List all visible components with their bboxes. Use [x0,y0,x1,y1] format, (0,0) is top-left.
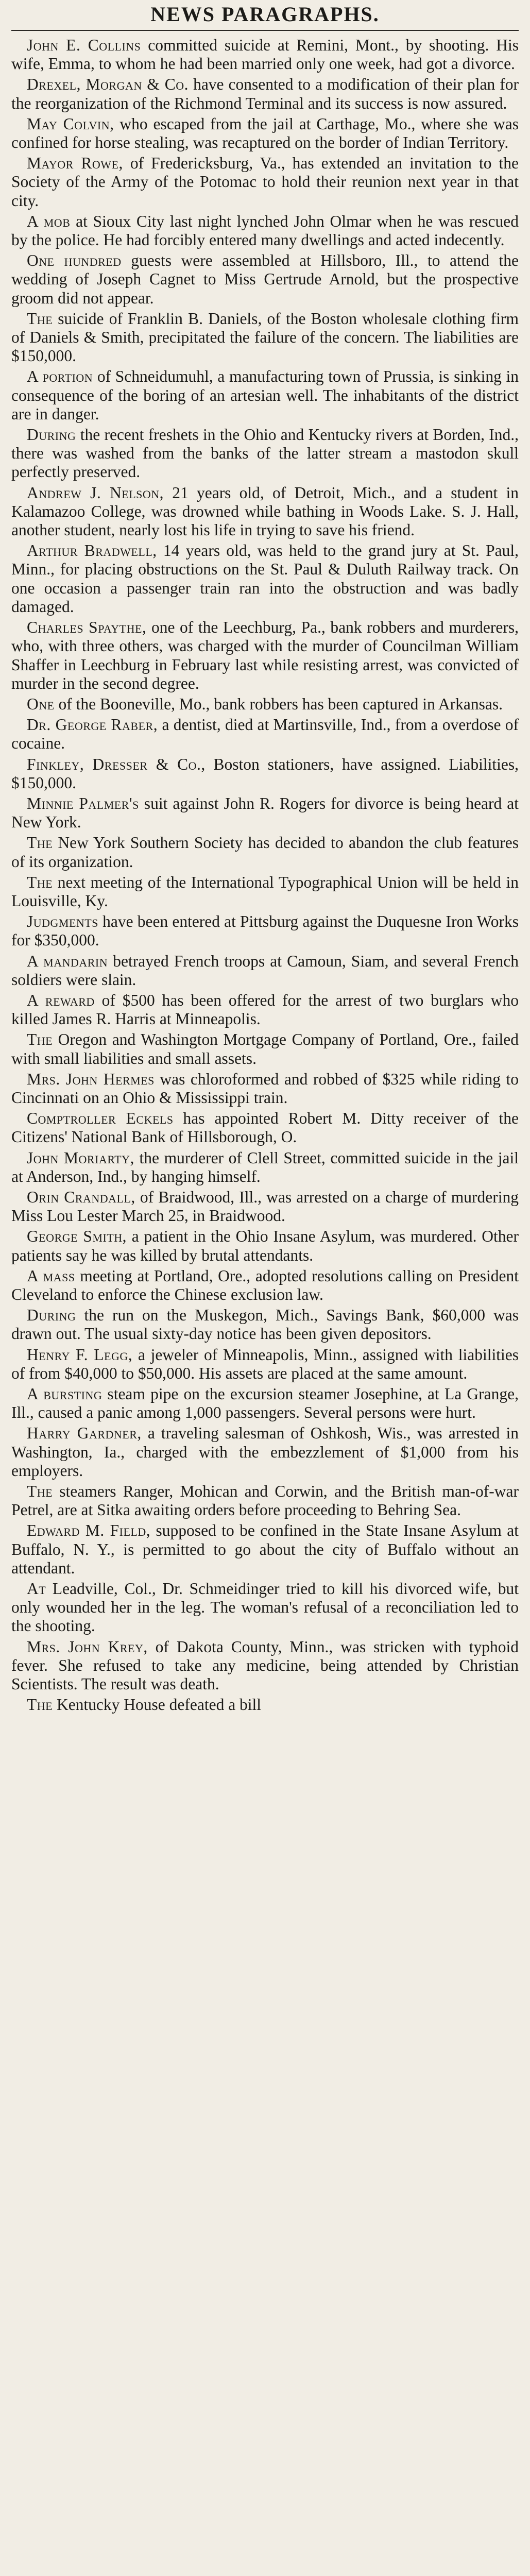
paragraph-lead: The [27,309,53,328]
news-paragraph [11,1346,519,1383]
news-paragraph [11,716,519,753]
news-paragraph [11,1149,519,1186]
news-paragraph [11,310,519,366]
paragraph-lead: Harry Gardner, [27,1424,142,1443]
news-paragraph [11,36,519,73]
column-heading: NEWS PARAGRAPHS. [150,3,380,26]
news-paragraph [11,115,519,152]
news-paragraph [11,75,519,112]
paragraph-text: of Schneidumuhl, a manufacturing town of Prussia, is sinking in consequence of the boring of an artesian well. The inhabitants of the district are in danger. [11,367,519,423]
paragraph-lead: Judgments [27,912,98,931]
news-paragraph [11,1306,519,1343]
paragraph-text: New York Southern Society has decided to abandon the club features of its organization. [11,834,519,871]
paragraph-text: the run on the Muskegon, Mich., Savings Bank, $60,000 was drawn out. The usual sixty-day notice has been given depositors. [11,1306,519,1343]
paragraph-text: supposed to be confined in the State Insane Asylum at Buffalo, N. Y., is permitted to go about the city of Buffalo without an attendant. [11,1521,519,1577]
news-paragraph [11,1638,519,1694]
paragraph-lead: The [27,873,53,891]
paragraph-lead: The [27,834,53,852]
paragraph-text: Boston stationers, have assigned. Liabilities, $150,000. [11,755,519,792]
paragraph-lead: The [27,1030,53,1049]
paragraph-text: the recent freshets in the Ohio and Kentucky rivers at Borden, Ind., there was washed from the banks of the latter stream a mastodon skull perfectly preserved. [11,426,519,481]
paragraph-lead: The [27,1482,53,1501]
paragraph-text: a patient in the Ohio Insane Asylum, was murdered. Other patients say he was killed by brutal attendants. [11,1227,519,1264]
news-paragraph [11,695,519,714]
news-paragraph [11,1580,519,1636]
news-paragraph [11,1109,519,1146]
paragraph-lead: George Smith, [27,1227,127,1246]
news-paragraph [11,1385,519,1422]
paragraph-text: Kentucky House defeated a bill [53,1696,262,1714]
heading-rule [11,30,519,31]
paragraph-text: has appointed Robert M. Ditty receiver of the Citizens' National Bank of Hillsborough, O. [11,1109,519,1146]
paragraph-lead: A reward [27,991,95,1009]
news-paragraph [11,212,519,249]
paragraph-lead: Comptroller Eckels [27,1109,174,1128]
paragraph-text: committed suicide at Remini, Mont., by shooting. His wife, Emma, to whom he had been married only one week, had got a divorce. [11,36,519,73]
paragraph-lead: The [27,1696,53,1714]
paragraph-lead: During [27,1306,76,1325]
paragraph-text: have been entered at Pittsburg against the Duquesne Iron Works for $350,000. [11,912,519,950]
news-paragraph [11,1070,519,1107]
paragraph-lead: A mass [27,1266,75,1285]
paragraph-text: suit against John R. Rogers for divorce is being heard at New York. [11,794,519,832]
paragraph-text: a jeweler of Minneapolis, Minn., assigned with liabilities of from $40,000 to $50,000. His assets are placed at the same amount. [11,1345,519,1382]
paragraph-lead: A bursting [27,1385,102,1403]
paragraph-text: was chloroformed and robbed of $325 while riding to Cincinnati on an Ohio & Mississippi train. [11,1070,519,1107]
paragraph-lead: A portion [27,367,93,386]
paragraph-lead: Arthur Bradwell, [27,541,157,560]
paragraph-lead: Mayor Rowe, [27,154,123,173]
news-paragraph [11,367,519,423]
paragraph-lead: Mrs. John Krey, [27,1637,148,1656]
news-paragraph [11,912,519,950]
paragraph-text: steamers Ranger, Mohican and Corwin, and the British man-of-war Petrel, are at Sitka awaiting orders before proceeding to Behring Sea. [11,1482,519,1519]
news-paragraph [11,618,519,693]
paragraph-text: of Dakota County, Minn., was stricken with typhoid fever. She refused to take any medicine, being attended by Christian Scientists. The result was death. [11,1637,519,1693]
paragraph-text: Oregon and Washington Mortgage Company of Portland, Ore., failed with small liabilities and small assets. [11,1030,519,1067]
news-items [11,36,519,1714]
news-paragraph [11,1267,519,1304]
paragraph-text: the murderer of Clell Street, committed suicide in the jail at Anderson, Ind., by hanging himself. [11,1148,519,1185]
paragraph-lead: John Moriarty, [27,1148,134,1167]
paragraph-lead: Henry F. Legg, [27,1345,133,1364]
paragraph-text: a dentist, died at Martinsville, Ind., from a overdose of cocaine. [11,716,519,753]
paragraph-lead: Charles Spaythe, [27,618,147,637]
paragraph-text: of Braidwood, Ill., was arrested on a charge of murdering Miss Lou Lester March 25, in Braidwood. [11,1188,519,1225]
paragraph-lead: Dr. George Raber, [27,716,158,734]
news-paragraph [11,1424,519,1480]
news-paragraph [11,991,519,1028]
news-paragraph [11,952,519,989]
paragraph-text: who escaped from the jail at Carthage, Mo., where she was confined for horse stealing, was recaptured on the border of Indian Territory. [11,114,519,152]
paragraph-text: a traveling salesman of Oshkosh, Wis., was arrested in Washington, Ia., charged with the embezzlement of $1,000 from his employers. [11,1424,519,1480]
news-paragraph [11,426,519,482]
news-paragraph [11,1188,519,1225]
paragraph-text: meeting at Portland, Ore., adopted resolutions calling on President Cleveland to enforce the Chinese exclusion law. [11,1266,519,1303]
paragraph-lead: One hundred [27,251,122,270]
paragraph-lead: A mob [27,212,71,230]
paragraph-lead: Drexel, Morgan & Co. [27,75,189,94]
paragraph-text: at Sioux City last night lynched John Olmar when he was rescued by the police. He had forcibly entered many dwellings and acted indecently. [11,212,519,249]
paragraph-text: of $500 has been offered for the arrest of two burglars who killed James R. Harris at Minneapolis. [11,991,519,1028]
news-paragraph [11,1030,519,1067]
paragraph-lead: One [27,694,55,713]
paragraph-lead: May Colvin, [27,114,114,133]
paragraph-text: guests were assembled at Hillsboro, Ill., to attend the wedding of Joseph Cagnet to Miss Gertrude Arnold, but the prospective groom did not appear. [11,251,519,307]
paragraph-lead: Mrs. John Hermes [27,1070,155,1088]
paragraph-lead: Finkley, Dresser & Co., [27,755,206,773]
paragraph-text: Leadville, Col., Dr. Schmeidinger tried to kill his divorced wife, but only wounded her in the leg. The woman's refusal of a reconciliation led to the shooting. [11,1580,519,1635]
news-paragraph [11,1696,519,1714]
paragraph-text: of Fredericksburg, Va., has extended an invitation to the Society of the Army of the Potomac to hold their reunion next year in that city. [11,154,519,210]
news-paragraph [11,154,519,210]
paragraph-text: of the Booneville, Mo., bank robbers has been captured in Arkansas. [54,694,503,713]
paragraph-lead: John E. Collins [27,36,141,54]
paragraph-lead: Edward M. Field, [27,1521,151,1540]
paragraph-text: steam pipe on the excursion steamer Josephine, at La Grange, Ill., caused a panic among 1,000 passengers. Several persons were hurt. [11,1385,519,1422]
paragraph-text: betrayed French troops at Camoun, Siam, and several French soldiers were slain. [11,952,519,989]
paragraph-lead: Andrew J. Nelson, [27,483,164,502]
news-paragraph [11,1482,519,1519]
paragraph-lead: At [27,1580,46,1598]
news-paragraph [11,251,519,308]
news-paragraph [11,834,519,871]
paragraph-text: one of the Leechburg, Pa., bank robbers and murderers, who, with three others, was charged with the murder of Councilman William Shaffer in Leechburg in February last while resisting arrest, was convicted of murder in the second degree. [11,618,519,692]
paragraph-lead: During [27,426,76,444]
paragraph-text: next meeting of the International Typographical Union will be held in Louisville, Ky. [11,873,519,910]
paragraph-lead: Minnie Palmer's [27,794,139,812]
news-paragraph [11,794,519,832]
news-paragraph [11,1227,519,1264]
news-paragraph [11,484,519,540]
paragraph-lead: Orin Crandall, [27,1188,135,1206]
paragraph-text: have consented to a modification of their plan for the reorganization of the Richmond Terminal and its success is now assured. [11,75,519,112]
paragraph-lead: A mandarin [27,952,108,970]
paragraph-text: 14 years old, was held to the grand jury at St. Paul, Minn., for placing obstructions on the St. Paul & Duluth Railway track. On one occasion a passenger train ran into the obstruction and was badly damaged. [11,541,519,616]
news-paragraph [11,873,519,910]
news-paragraph [11,755,519,792]
paragraph-text: suicide of Franklin B. Daniels, of the Boston wholesale clothing firm of Daniels & Smith, precipitated the failure of the concern. The liabilities are $150,000. [11,309,519,365]
paragraph-text: 21 years old, of Detroit, Mich., and a student in Kalamazoo College, was drowned while bathing in Woods Lake. S. J. Hall, another student, nearly lost his life in trying to save his friend. [11,483,519,539]
news-paragraph [11,1521,519,1578]
news-paragraph [11,541,519,616]
